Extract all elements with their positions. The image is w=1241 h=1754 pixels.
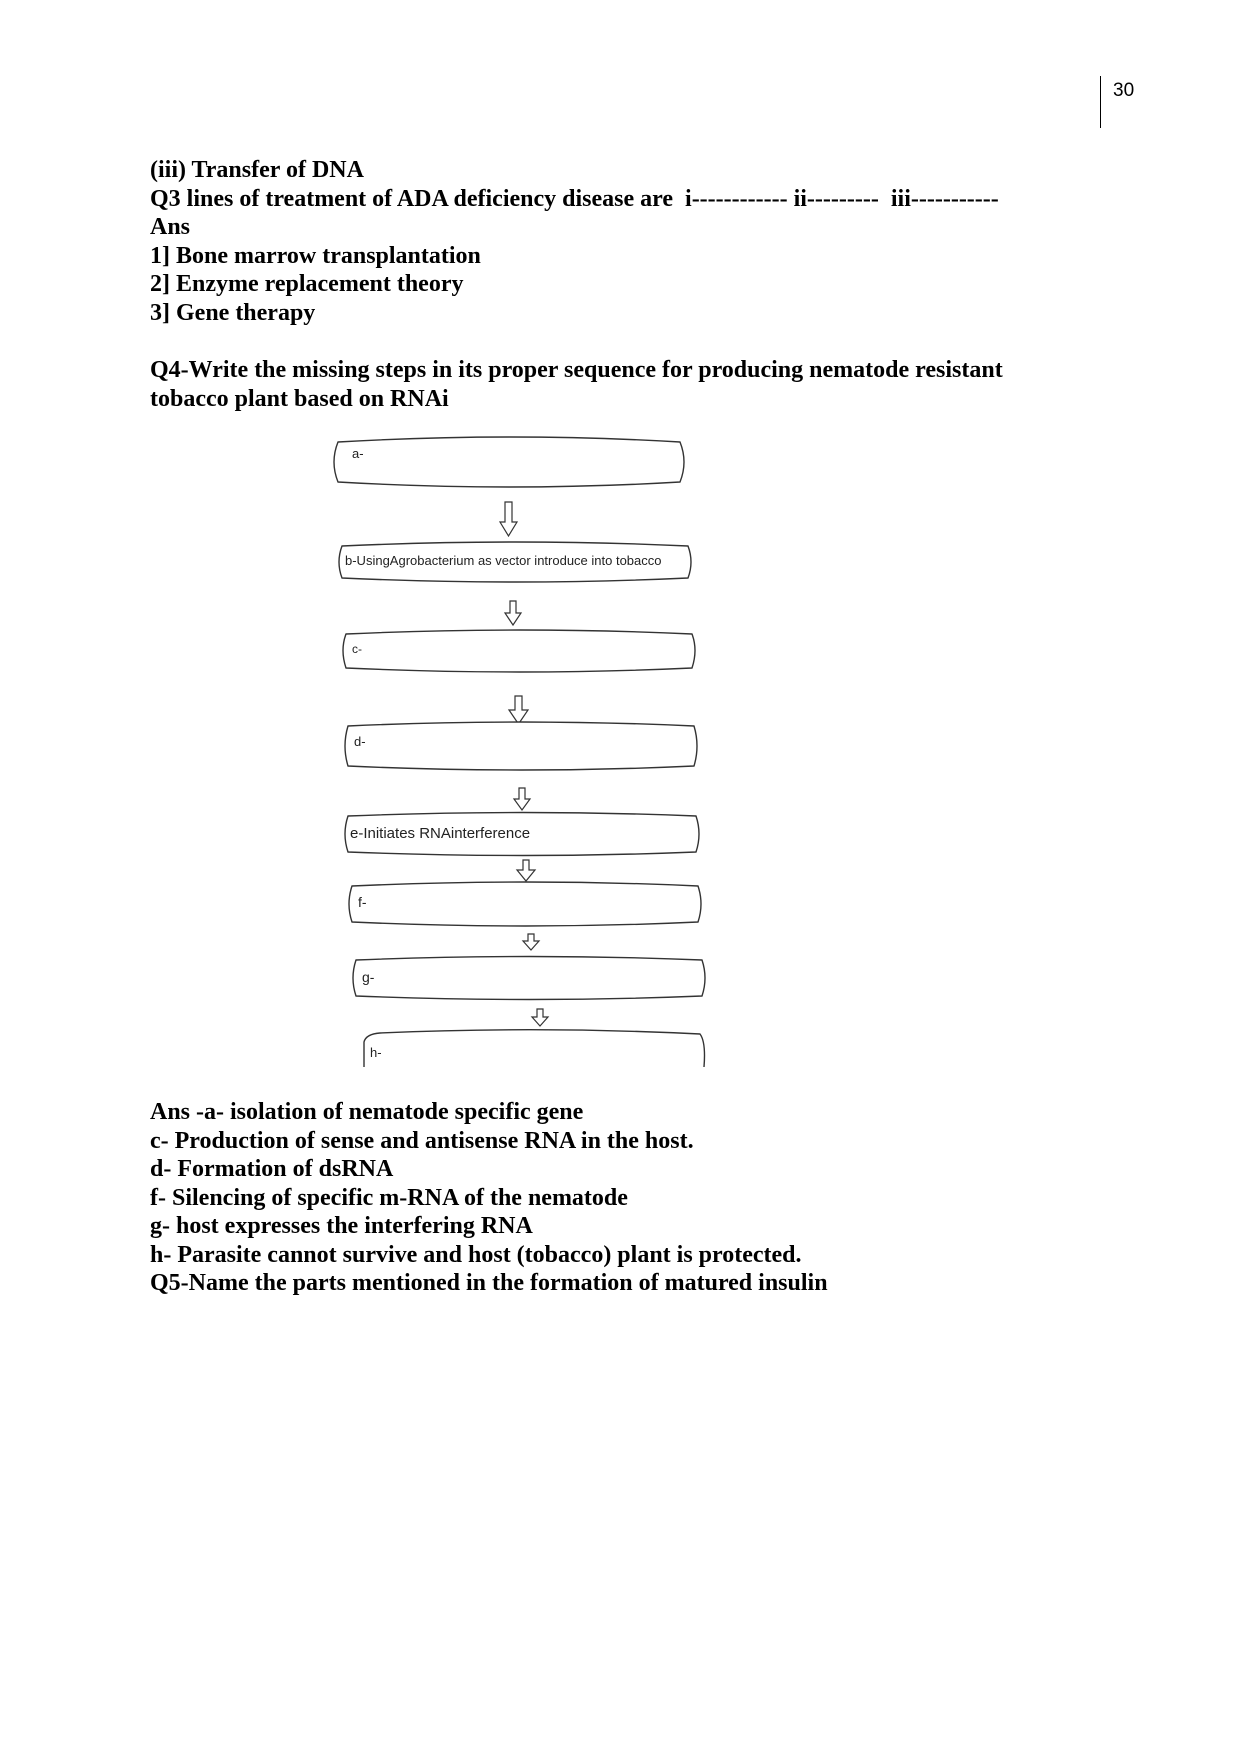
box-c-label: c-	[352, 642, 362, 656]
box-h-label: h-	[370, 1045, 382, 1060]
flow-arrow	[532, 1009, 548, 1026]
answer-line: 2] Enzyme replacement theory	[150, 271, 464, 297]
answer-line: Ans -a- isolation of nematode specific gene	[150, 1099, 584, 1125]
answer-line: g- host expresses the interfering RNA	[150, 1213, 533, 1239]
flow-arrow	[500, 502, 517, 536]
flow-box-h	[364, 1030, 705, 1067]
flow-box-c	[343, 630, 695, 672]
flow-arrow	[517, 860, 535, 881]
rnai-flowchart	[330, 432, 710, 1072]
text-line: Q4-Write the missing steps in its proper sequence for producing nematode resistant	[150, 357, 1003, 383]
box-b-label: b-UsingAgrobacterium as vector introduce into tobacco	[345, 553, 662, 568]
flow-box-f	[349, 882, 701, 926]
answer-line: 3] Gene therapy	[150, 299, 316, 326]
flow-arrow	[505, 601, 521, 625]
box-e-label: e-Initiates RNAinterference	[350, 825, 531, 842]
q3-block	[150, 156, 1110, 327]
q4-question	[150, 356, 1110, 413]
answer-heading: Ans	[150, 214, 191, 240]
q5-question: Q5-Name the parts mentioned in the formation of matured insulin	[150, 1270, 828, 1296]
flow-arrow	[509, 696, 528, 724]
box-g-label: g-	[362, 969, 375, 985]
answer-line: d- Formation of dsRNA	[150, 1156, 394, 1182]
flow-box-g	[353, 957, 705, 1000]
flowchart-graphics	[330, 432, 710, 1072]
answer-line: 1] Bone marrow transplantation	[150, 242, 481, 269]
box-f-label: f-	[358, 894, 367, 910]
box-a-label: a-	[352, 446, 364, 461]
box-d-label: d-	[354, 734, 366, 749]
text-line: tobacco plant based on RNAi	[150, 385, 449, 412]
flow-arrow	[523, 934, 539, 950]
answer-line: f- Silencing of specific m-RNA of the nematode	[150, 1184, 628, 1211]
q3-question: Q3 lines of treatment of ADA deficiency disease are i------------ ii--------- iii-----------	[150, 185, 999, 212]
flow-box-d	[345, 722, 697, 770]
answers-block	[150, 1098, 1110, 1298]
answer-line: h- Parasite cannot survive and host (tobacco) plant is protected.	[150, 1241, 802, 1268]
answer-line: c- Production of sense and antisense RNA in the host.	[150, 1127, 694, 1154]
text-line: (iii) Transfer of DNA	[150, 157, 364, 183]
page-number: 30	[1100, 76, 1140, 128]
flow-box-a	[334, 437, 684, 487]
flow-arrow	[514, 788, 530, 810]
